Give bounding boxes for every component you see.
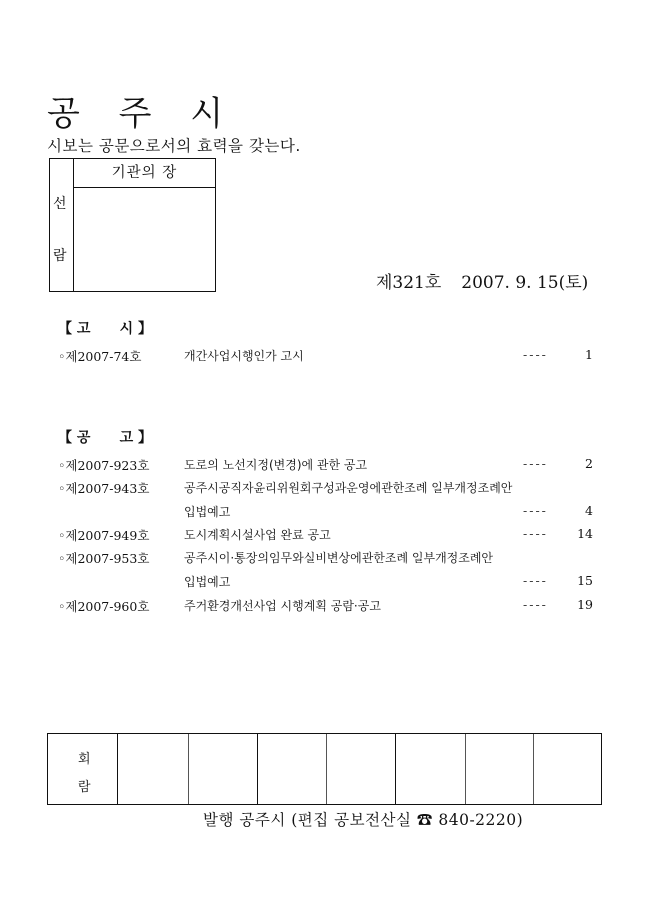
toc-row-continuation[interactable] [58,503,593,523]
reply-sign-cell[interactable] [257,734,326,804]
page-title: 공 주 시 [47,94,238,134]
toc-leader: ---- [523,526,548,541]
section-heading-announcement: 【 공 고 】 [58,430,153,446]
toc-number: ◦제2007-949호 [58,528,150,543]
circulation-box [49,158,216,292]
toc-page: 15 [577,573,593,588]
reply-sign-cell[interactable] [118,734,188,804]
toc-number: ◦제2007-953호 [58,551,150,566]
toc-title: 공주시공직자윤리위원회구성과운영에관한조례 일부개정조례안 [184,481,513,495]
circulation-side-label: 람 [53,248,67,264]
reply-sign-cell[interactable] [395,734,465,804]
toc-number: ◦제2007-960호 [58,599,150,614]
circulation-side-column [50,159,74,291]
reply-sign-cell[interactable] [465,734,533,804]
toc-title: 주거환경개선사업 시행계획 공람·공고 [184,599,381,613]
page-subtitle: 시보는 공문으로서의 효력을 갖는다. [47,137,301,155]
reply-sign-cell[interactable] [326,734,395,804]
toc-page: 2 [585,456,593,471]
circulation-header: 기관의 장 [74,159,215,188]
toc-number: ◦제2007-943호 [58,481,150,496]
issue-date: 2007. 9. 15(토) [461,273,589,293]
reply-label: 회 [78,752,91,767]
reply-sign-cell[interactable] [188,734,257,804]
toc-title: 개간사업시행인가 고시 [184,349,304,363]
toc-title: 도시계획시설사업 완료 공고 [184,528,331,542]
reply-sign-cell[interactable] [533,734,601,804]
issue-info [376,268,588,293]
toc-page: 1 [585,347,593,362]
toc-number: ◦제2007-74호 [58,349,142,364]
toc-leader: ---- [523,347,548,362]
issue-number: 제321호 [376,273,442,293]
toc-page: 4 [585,503,593,518]
toc-row-continuation[interactable] [58,573,593,593]
reply-label: 람 [78,780,91,795]
circulation-side-label: 선 [53,196,67,212]
toc-page: 19 [577,597,593,612]
toc-row[interactable] [58,456,593,476]
toc-number: ◦제2007-923호 [58,458,150,473]
toc-title-continuation: 입법예고 [184,505,231,519]
toc-leader: ---- [523,456,548,471]
toc-title: 공주시이·통장의임무와실비변상에관한조례 일부개정조례안 [184,551,494,565]
toc-title: 도로의 노선지정(변경)에 관한 공고 [184,458,368,472]
publisher-footer: 발행 공주시 (편집 공보전산실 ☎ 840-2220) [203,811,524,829]
toc-row[interactable] [58,597,593,617]
toc-title-continuation: 입법예고 [184,575,231,589]
toc-leader: ---- [523,573,548,588]
toc-row[interactable] [58,549,593,569]
reply-table [47,733,602,805]
toc-leader: ---- [523,503,548,518]
toc-row[interactable] [58,526,593,546]
section-heading-notice: 【 고 시 】 [58,321,153,337]
toc-row[interactable] [58,347,593,367]
reply-label-cell [48,734,118,804]
toc-row[interactable] [58,479,593,499]
toc-leader: ---- [523,597,548,612]
toc-page: 14 [577,526,593,541]
